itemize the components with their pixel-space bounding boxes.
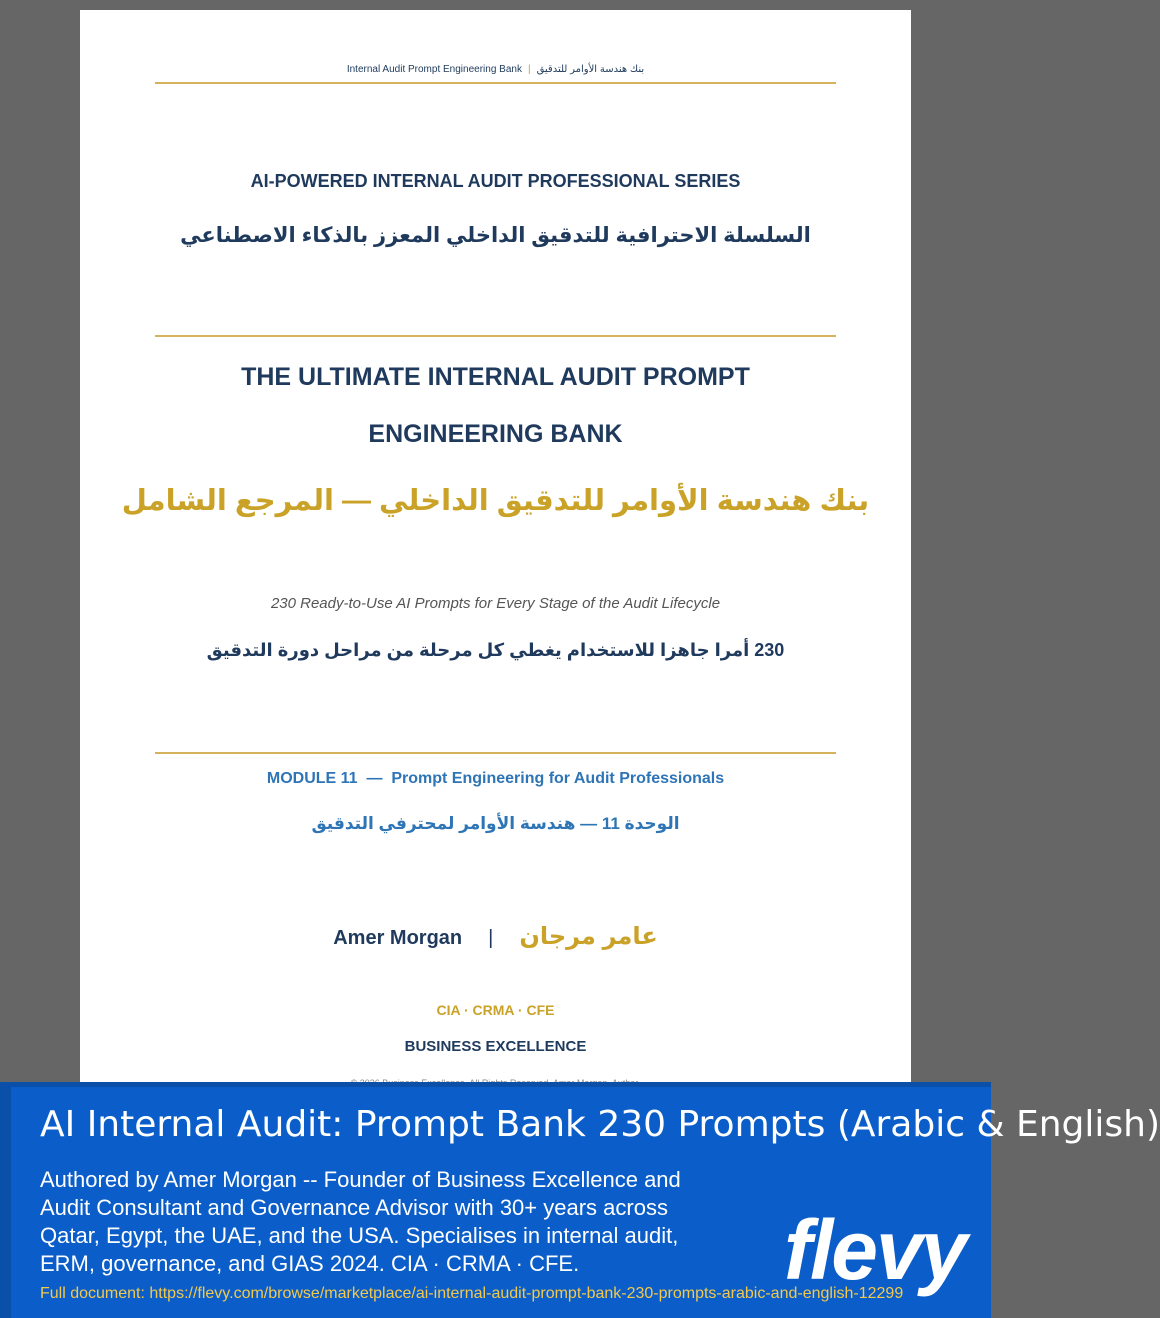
author-separator: |	[488, 927, 494, 949]
banner-description: Authored by Amer Morgan -- Founder of Business Excellence and Audit Consultant and Governance Advisor with 30+ years across Qatar, Egypt, the UAE, and the USA. Specialises in internal audit, ERM, governance, and GIAS 2024. CIA · CRMA · CFE.	[40, 1167, 681, 1276]
banner-title: AI Internal Audit: Prompt Bank 230 Prompts (Arabic & English)	[40, 1104, 1160, 1145]
module-rule	[155, 752, 836, 754]
author-name-ar: عامر مرجان	[519, 923, 658, 950]
header-rule	[155, 82, 836, 84]
promo-banner	[0, 1082, 1160, 1318]
running-header	[80, 64, 911, 75]
module-title-en: MODULE 11 — Prompt Engineering for Audit Professionals	[266, 770, 725, 787]
firm-name: BUSINESS EXCELLENCE	[404, 1038, 587, 1055]
banner-top-edge	[0, 1082, 991, 1087]
credentials: CIA · CRMA · CFE	[436, 1002, 555, 1018]
subtitle-en: 230 Ready-to-Use AI Prompts for Every Stage of the Audit Lifecycle	[270, 595, 721, 612]
title-rule-top	[155, 335, 836, 337]
author-name-en: Amer Morgan	[333, 927, 463, 949]
running-header-separator: |	[527, 64, 531, 75]
document-title-en: THE ULTIMATE INTERNAL AUDIT PROMPT ENGINEERING BANK	[241, 363, 750, 448]
author-line	[80, 922, 911, 951]
series-title-ar: السلسلة الاحترافية للتدقيق الداخلي المعزز بالذكاء الاصطناعي	[180, 224, 811, 247]
subtitle-ar: 230 أمرا جاهزا للاستخدام يغطي كل مرحلة من مراحل دورة التدقيق	[206, 640, 785, 660]
running-header-en: Internal Audit Prompt Engineering Bank	[346, 64, 522, 75]
full-document-link[interactable]: Full document: https://flevy.com/browse/marketplace/ai-internal-audit-prompt-bank-230-prompts-arabic-and-english-12299	[40, 1285, 904, 1302]
running-header-ar: بنك هندسة الأوامر للتدقيق	[536, 64, 645, 75]
module-title-ar: الوحدة 11 — هندسة الأوامر لمحترفي التدقيق	[311, 814, 680, 833]
banner-left-bar	[0, 1082, 11, 1318]
document-title-ar: بنك هندسة الأوامر للتدقيق الداخلي — المرجع الشامل	[121, 485, 870, 517]
document-page	[80, 10, 911, 1090]
flevy-logo: flevy	[784, 1203, 966, 1297]
series-title-en: AI-POWERED INTERNAL AUDIT PROFESSIONAL SERIES	[250, 171, 741, 191]
